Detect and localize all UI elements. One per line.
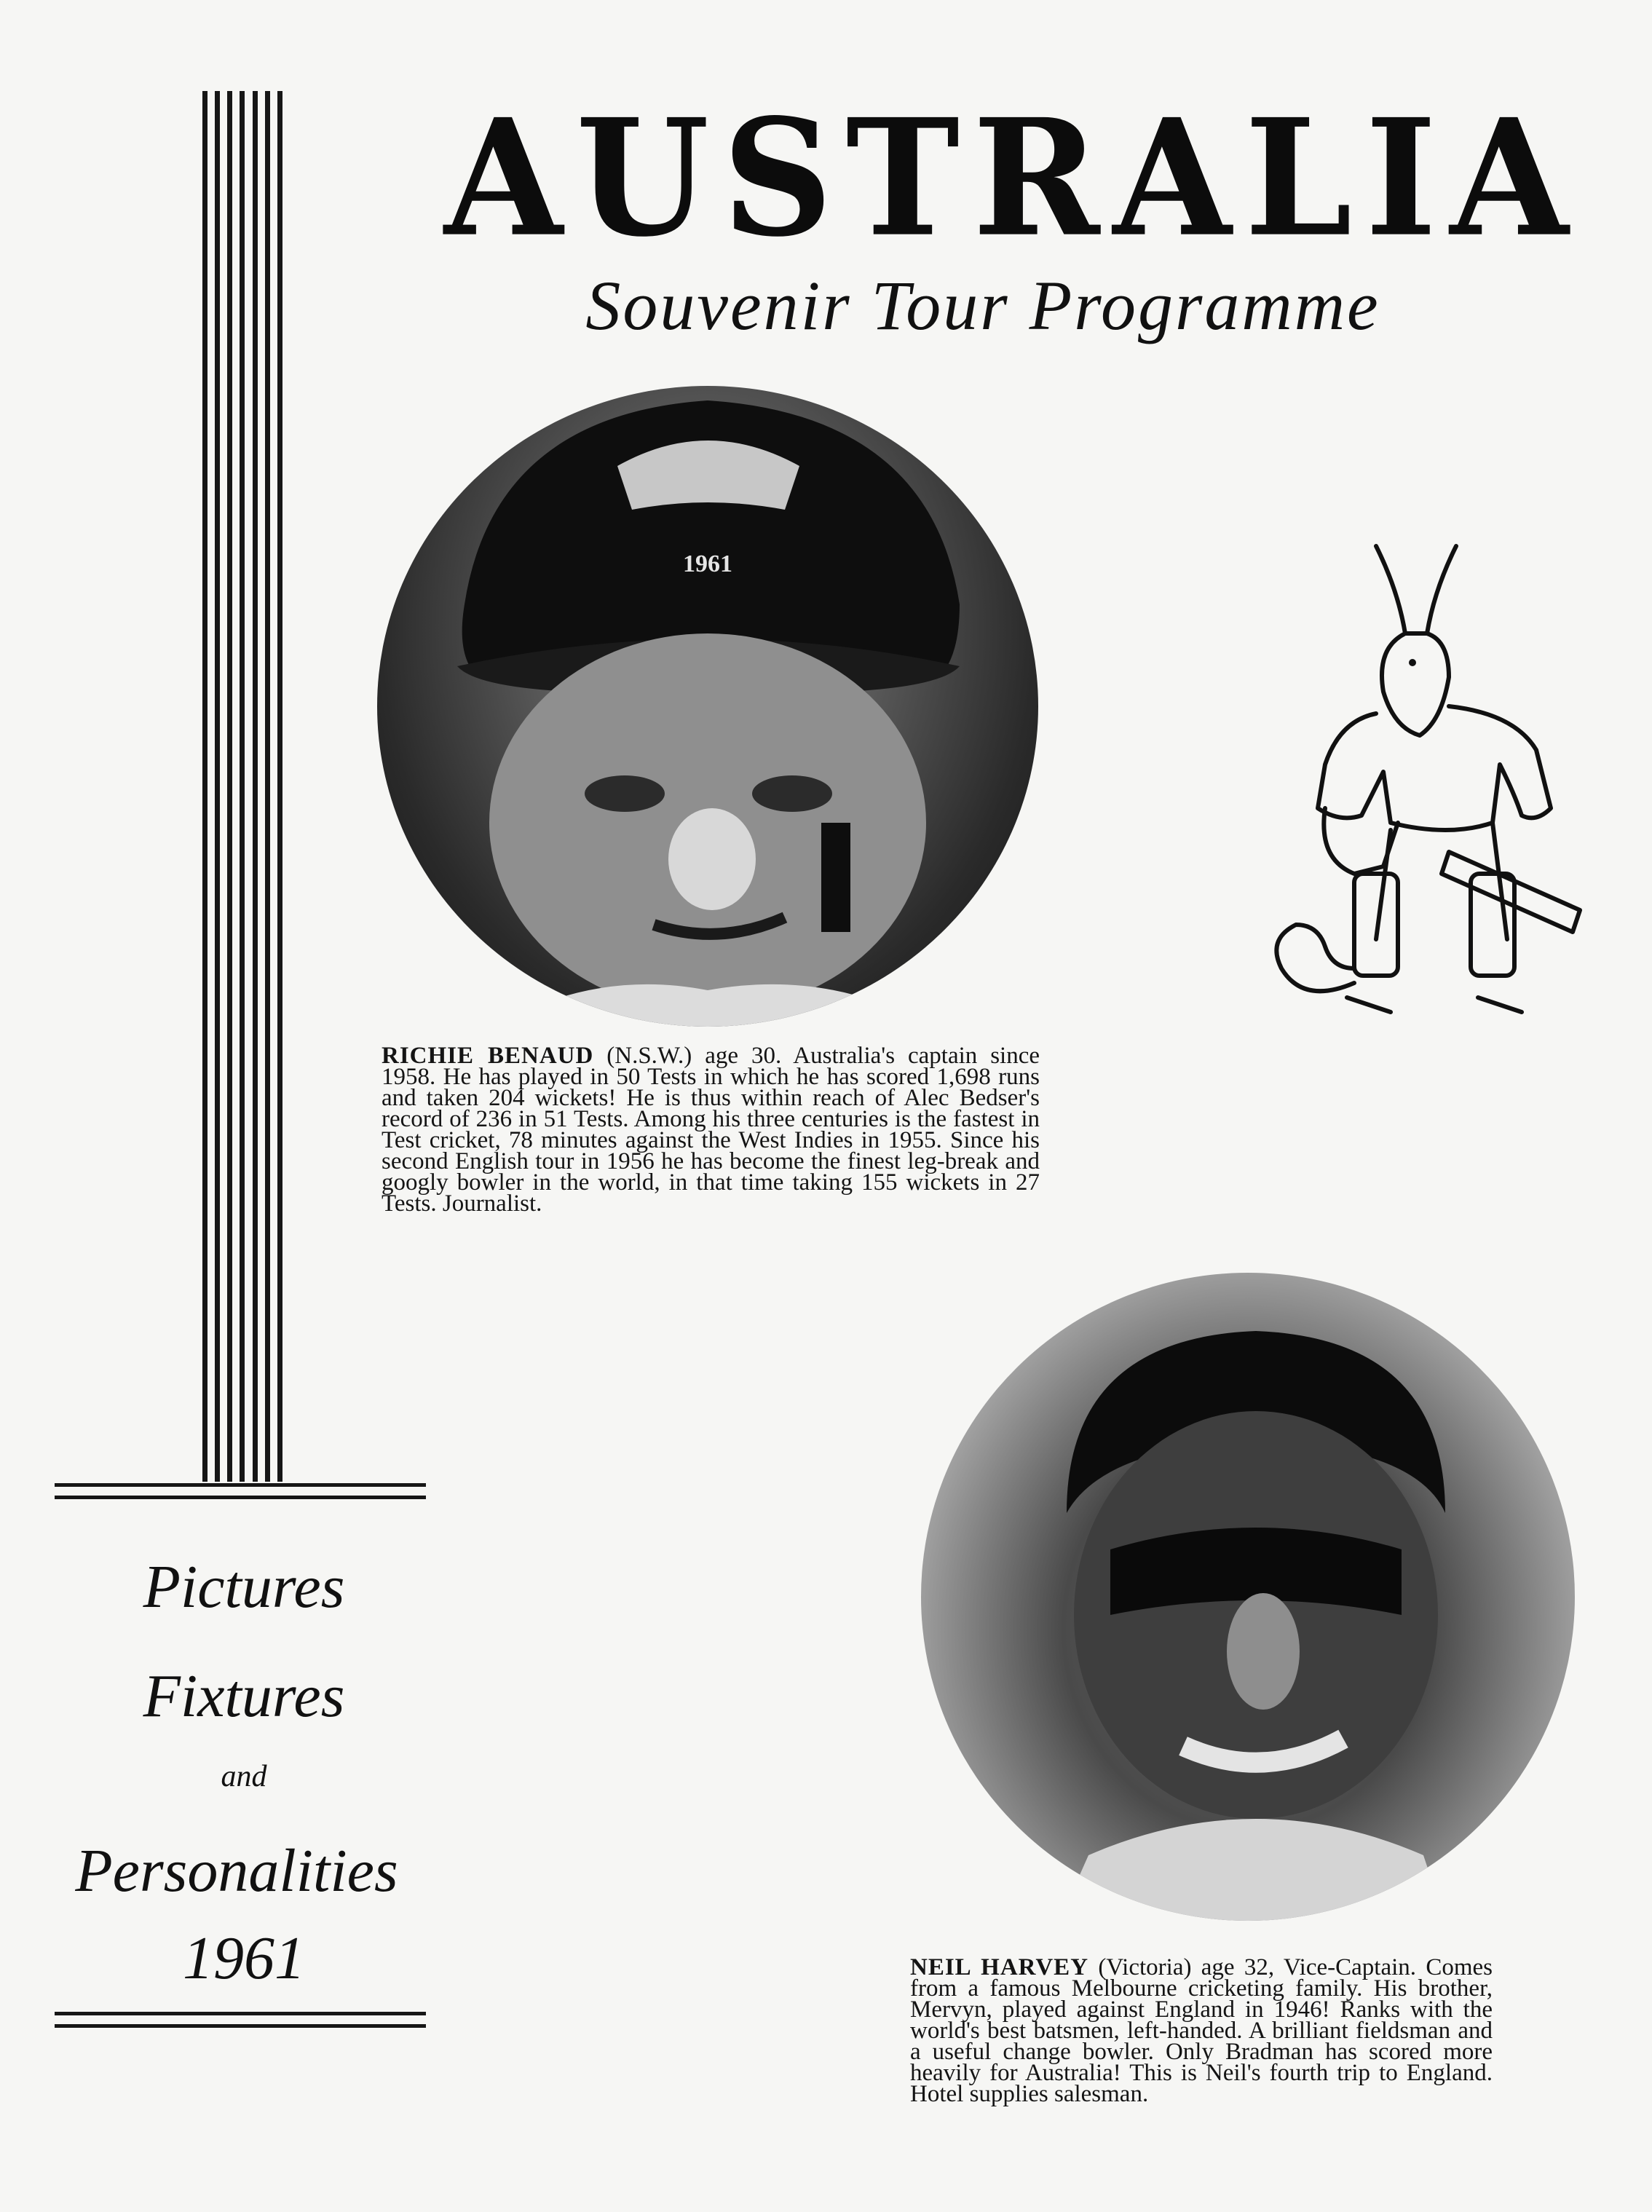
- harvey-bio: (Victoria) age 32, Vice-Captain. Comes from a famous Melbourne cricketing family. His brother, Mervyn, played against England in 1946! Ranks with the world's best batsmen, left-handed. A brilliant fieldsman and a useful change bowler. Only Bradman has scored more heavily for Australia! This is Neil's fourth trip to England. Hotel supplies salesman.: [910, 1954, 1493, 2107]
- benaud-name: RICHIE BENAUD: [382, 1043, 594, 1069]
- page-title: AUSTRALIA: [444, 83, 1582, 273]
- benaud-portrait: [377, 386, 1038, 1027]
- page-subtitle: Souvenir Tour Programme: [585, 266, 1380, 344]
- harvey-caption: [910, 1954, 1493, 2107]
- harvey-name: NEIL HARVEY: [910, 1954, 1089, 1980]
- sidebar-personalities: Personalities: [75, 1837, 398, 1905]
- sidebar-pictures: Pictures: [143, 1553, 345, 1621]
- vertical-stripes: [202, 91, 282, 1482]
- cap-badge-text: 1961: [683, 550, 732, 577]
- benaud-caption: [382, 1043, 1040, 1217]
- sidebar-year: 1961: [183, 1924, 305, 1992]
- kangaroo-batsman-icon: [1230, 532, 1609, 1027]
- sidebar-and: and: [221, 1760, 267, 1793]
- top-double-rule: [55, 1483, 426, 1499]
- benaud-bio: (N.S.W.) age 30. Australia's captain since 1958. He has played in 50 Tests in which he has scored 1,698 runs and taken 204 wickets! He is thus within reach of Alec Bedser's record of 236 in 51 Tests. Among his three centuries is the fastest in Test cricket, 78 minutes against the West Indies in 1955. Since his second English tour in 1956 he has become the finest leg-break and googly bowler in the world, in that time taking 155 wickets in 27 Tests. Journalist.: [382, 1043, 1040, 1217]
- sidebar-fixtures: Fixtures: [143, 1662, 345, 1730]
- harvey-portrait: [921, 1273, 1575, 1921]
- bottom-double-rule: [55, 2012, 426, 2028]
